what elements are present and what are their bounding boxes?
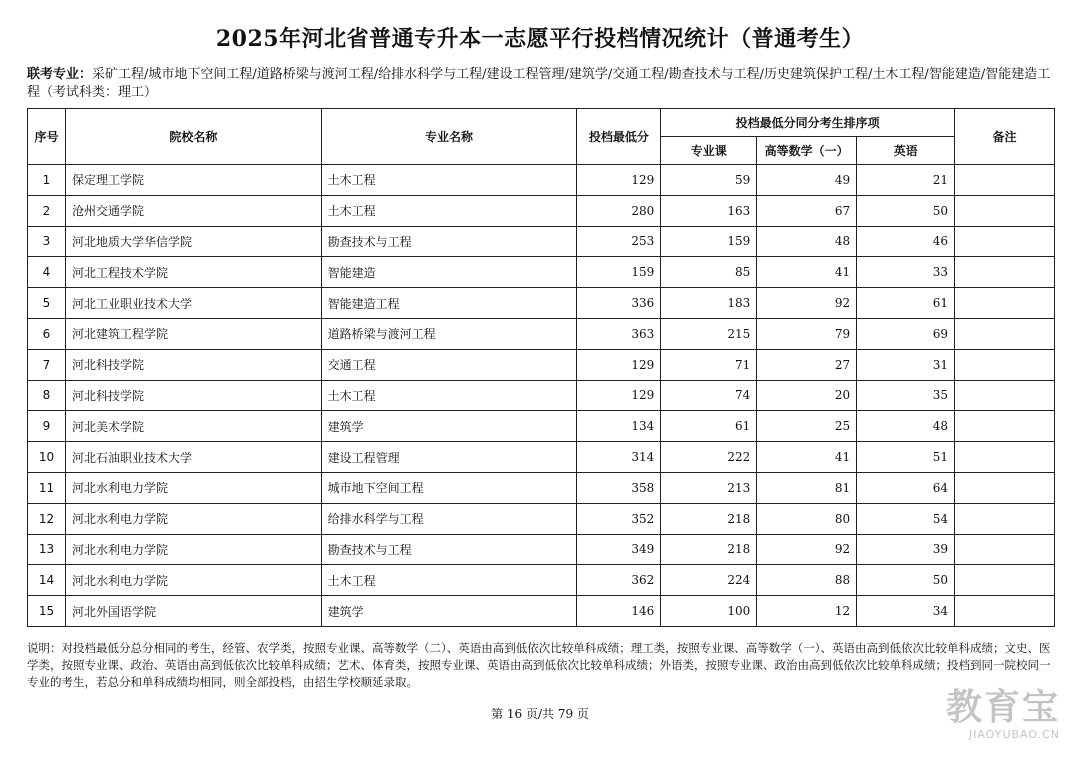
- cell-min-score: 362: [577, 565, 661, 596]
- cell-english: 33: [857, 257, 955, 288]
- cell-major-course: 85: [661, 257, 757, 288]
- joint-exam-majors: [27, 66, 1057, 102]
- cell-english: 48: [857, 411, 955, 442]
- cell-major: 智能建造工程: [321, 288, 577, 319]
- cell-remark: [955, 349, 1055, 380]
- cell-math: 41: [757, 257, 857, 288]
- header-school: 院校名称: [65, 109, 321, 165]
- cell-math: 27: [757, 349, 857, 380]
- header-remark: 备注: [955, 109, 1055, 165]
- cell-english: 64: [857, 472, 955, 503]
- cell-remark: [955, 195, 1055, 226]
- cell-major: 建设工程管理: [321, 442, 577, 473]
- header-english: 英语: [857, 137, 955, 165]
- cell-major-course: 224: [661, 565, 757, 596]
- cell-min-score: 129: [577, 165, 661, 196]
- cell-major-course: 183: [661, 288, 757, 319]
- cell-math: 20: [757, 380, 857, 411]
- cell-min-score: 129: [577, 349, 661, 380]
- cell-school: 河北水利电力学院: [65, 534, 321, 565]
- cell-remark: [955, 165, 1055, 196]
- cell-major: 土木工程: [321, 165, 577, 196]
- cell-major-course: 74: [661, 380, 757, 411]
- table-row: [28, 596, 1055, 627]
- cell-min-score: 336: [577, 288, 661, 319]
- cell-seq: 5: [28, 288, 66, 319]
- cell-school: 保定理工学院: [65, 165, 321, 196]
- cell-major-course: 71: [661, 349, 757, 380]
- cell-major: 土木工程: [321, 380, 577, 411]
- cell-seq: 13: [28, 534, 66, 565]
- cell-major: 土木工程: [321, 195, 577, 226]
- cell-english: 46: [857, 226, 955, 257]
- cell-major-course: 213: [661, 472, 757, 503]
- cell-major-course: 59: [661, 165, 757, 196]
- cell-seq: 3: [28, 226, 66, 257]
- cell-english: 21: [857, 165, 955, 196]
- cell-min-score: 134: [577, 411, 661, 442]
- table-row: [28, 565, 1055, 596]
- cell-school: 河北水利电力学院: [65, 565, 321, 596]
- cell-major-course: 100: [661, 596, 757, 627]
- header-seq: 序号: [28, 109, 66, 165]
- cell-major: 交通工程: [321, 349, 577, 380]
- cell-seq: 14: [28, 565, 66, 596]
- header-min-score: 投档最低分: [577, 109, 661, 165]
- page-title: 2025年河北省普通专升本一志愿平行投档情况统计（普通考生）: [215, 26, 865, 52]
- cell-math: 48: [757, 226, 857, 257]
- cell-school: 河北科技学院: [65, 349, 321, 380]
- cell-remark: [955, 288, 1055, 319]
- cell-major: 建筑学: [321, 411, 577, 442]
- explanation-note: 说明：对投档最低分总分相同的考生，经管、农学类，按照专业课、高等数学（二）、英语由高到低依次比较单科成绩；理工类，按照专业课、高等数学（一）、英语由高到低依次比较单科成绩；文史、医学类，按照专业课、政治、英语由高到低依次比较单科成绩；艺术、体育类，按照专业课、英语由高到低依次比较单科成绩；外语类，按照专业课、政治由高到低依次比较单科成绩；投档到同一院校同一专业的考生，若总分和单科成绩均相同，则全部投档，由招生学校顺延录取。: [27, 641, 1051, 689]
- cell-remark: [955, 380, 1055, 411]
- cell-seq: 1: [28, 165, 66, 196]
- cell-english: 51: [857, 442, 955, 473]
- watermark-en: JIAOYUBAO.CN: [968, 728, 1060, 741]
- table-row: [28, 380, 1055, 411]
- cell-math: 67: [757, 195, 857, 226]
- cell-remark: [955, 565, 1055, 596]
- cell-seq: 11: [28, 472, 66, 503]
- cell-major-course: 218: [661, 503, 757, 534]
- cell-english: 50: [857, 195, 955, 226]
- cell-min-score: 253: [577, 226, 661, 257]
- cell-english: 69: [857, 318, 955, 349]
- majors-label: 联考专业：: [27, 67, 93, 82]
- cell-major: 土木工程: [321, 565, 577, 596]
- cell-min-score: 314: [577, 442, 661, 473]
- cell-seq: 2: [28, 195, 66, 226]
- cell-major: 道路桥梁与渡河工程: [321, 318, 577, 349]
- table-row: [28, 165, 1055, 196]
- table-row: [28, 318, 1055, 349]
- cell-remark: [955, 257, 1055, 288]
- cell-min-score: 146: [577, 596, 661, 627]
- table-row: [28, 288, 1055, 319]
- cell-major-course: 159: [661, 226, 757, 257]
- cell-min-score: 129: [577, 380, 661, 411]
- cell-major: 勘查技术与工程: [321, 226, 577, 257]
- header-major-course: 专业课: [661, 137, 757, 165]
- cell-math: 79: [757, 318, 857, 349]
- header-math: 高等数学（一）: [757, 137, 857, 165]
- cell-english: 61: [857, 288, 955, 319]
- cell-school: 河北科技学院: [65, 380, 321, 411]
- cell-seq: 8: [28, 380, 66, 411]
- watermark-cn: 教育宝: [945, 687, 1060, 728]
- cell-english: 50: [857, 565, 955, 596]
- header-tie-group: 投档最低分同分考生排序项: [661, 109, 955, 137]
- cell-seq: 6: [28, 318, 66, 349]
- cell-school: 河北工业职业技术大学: [65, 288, 321, 319]
- watermark-logo: [946, 688, 1060, 741]
- cell-school: 河北工程技术学院: [65, 257, 321, 288]
- cell-school: 沧州交通学院: [65, 195, 321, 226]
- cell-remark: [955, 318, 1055, 349]
- cell-math: 92: [757, 288, 857, 319]
- cell-english: 35: [857, 380, 955, 411]
- cell-major-course: 222: [661, 442, 757, 473]
- table-row: [28, 534, 1055, 565]
- cell-english: 54: [857, 503, 955, 534]
- table-row: [28, 442, 1055, 473]
- cell-min-score: 349: [577, 534, 661, 565]
- cell-min-score: 363: [577, 318, 661, 349]
- table-row: [28, 195, 1055, 226]
- cell-math: 80: [757, 503, 857, 534]
- cell-remark: [955, 534, 1055, 565]
- cell-major-course: 61: [661, 411, 757, 442]
- table-row: [28, 503, 1055, 534]
- table-row: [28, 257, 1055, 288]
- cell-min-score: 280: [577, 195, 661, 226]
- cell-school: 河北建筑工程学院: [65, 318, 321, 349]
- table-row: [28, 226, 1055, 257]
- cell-math: 49: [757, 165, 857, 196]
- cell-major: 智能建造: [321, 257, 577, 288]
- cell-english: 39: [857, 534, 955, 565]
- page-number: 第 16 页/共 79 页: [491, 707, 589, 721]
- cell-school: 河北美术学院: [65, 411, 321, 442]
- cell-math: 25: [757, 411, 857, 442]
- table-row: [28, 472, 1055, 503]
- cell-school: 河北地质大学华信学院: [65, 226, 321, 257]
- cell-school: 河北外国语学院: [65, 596, 321, 627]
- cell-major: 城市地下空间工程: [321, 472, 577, 503]
- cell-major: 勘查技术与工程: [321, 534, 577, 565]
- cell-seq: 12: [28, 503, 66, 534]
- cell-english: 31: [857, 349, 955, 380]
- table-row: [28, 411, 1055, 442]
- cell-seq: 15: [28, 596, 66, 627]
- cell-school: 河北水利电力学院: [65, 503, 321, 534]
- cell-major-course: 218: [661, 534, 757, 565]
- cell-math: 12: [757, 596, 857, 627]
- majors-text: 采矿工程/城市地下空间工程/道路桥梁与渡河工程/给排水科学与工程/建设工程管理/建筑学/交通工程/勘查技术与工程/历史建筑保护工程/土木工程/智能建造/智能建造工程（考试科类：理工）: [27, 67, 1051, 100]
- cell-seq: 7: [28, 349, 66, 380]
- cell-math: 92: [757, 534, 857, 565]
- cell-major-course: 215: [661, 318, 757, 349]
- cell-english: 34: [857, 596, 955, 627]
- cell-seq: 9: [28, 411, 66, 442]
- cell-math: 88: [757, 565, 857, 596]
- cell-remark: [955, 596, 1055, 627]
- cell-min-score: 159: [577, 257, 661, 288]
- cell-major-course: 163: [661, 195, 757, 226]
- header-major: 专业名称: [321, 109, 577, 165]
- cell-school: 河北石油职业技术大学: [65, 442, 321, 473]
- cell-min-score: 358: [577, 472, 661, 503]
- cell-remark: [955, 503, 1055, 534]
- cell-remark: [955, 472, 1055, 503]
- cell-math: 41: [757, 442, 857, 473]
- admission-table: [27, 108, 1055, 627]
- cell-major: 建筑学: [321, 596, 577, 627]
- cell-seq: 10: [28, 442, 66, 473]
- cell-min-score: 352: [577, 503, 661, 534]
- cell-major: 给排水科学与工程: [321, 503, 577, 534]
- cell-remark: [955, 411, 1055, 442]
- cell-remark: [955, 226, 1055, 257]
- cell-school: 河北水利电力学院: [65, 472, 321, 503]
- table-row: [28, 349, 1055, 380]
- cell-seq: 4: [28, 257, 66, 288]
- cell-remark: [955, 442, 1055, 473]
- cell-math: 81: [757, 472, 857, 503]
